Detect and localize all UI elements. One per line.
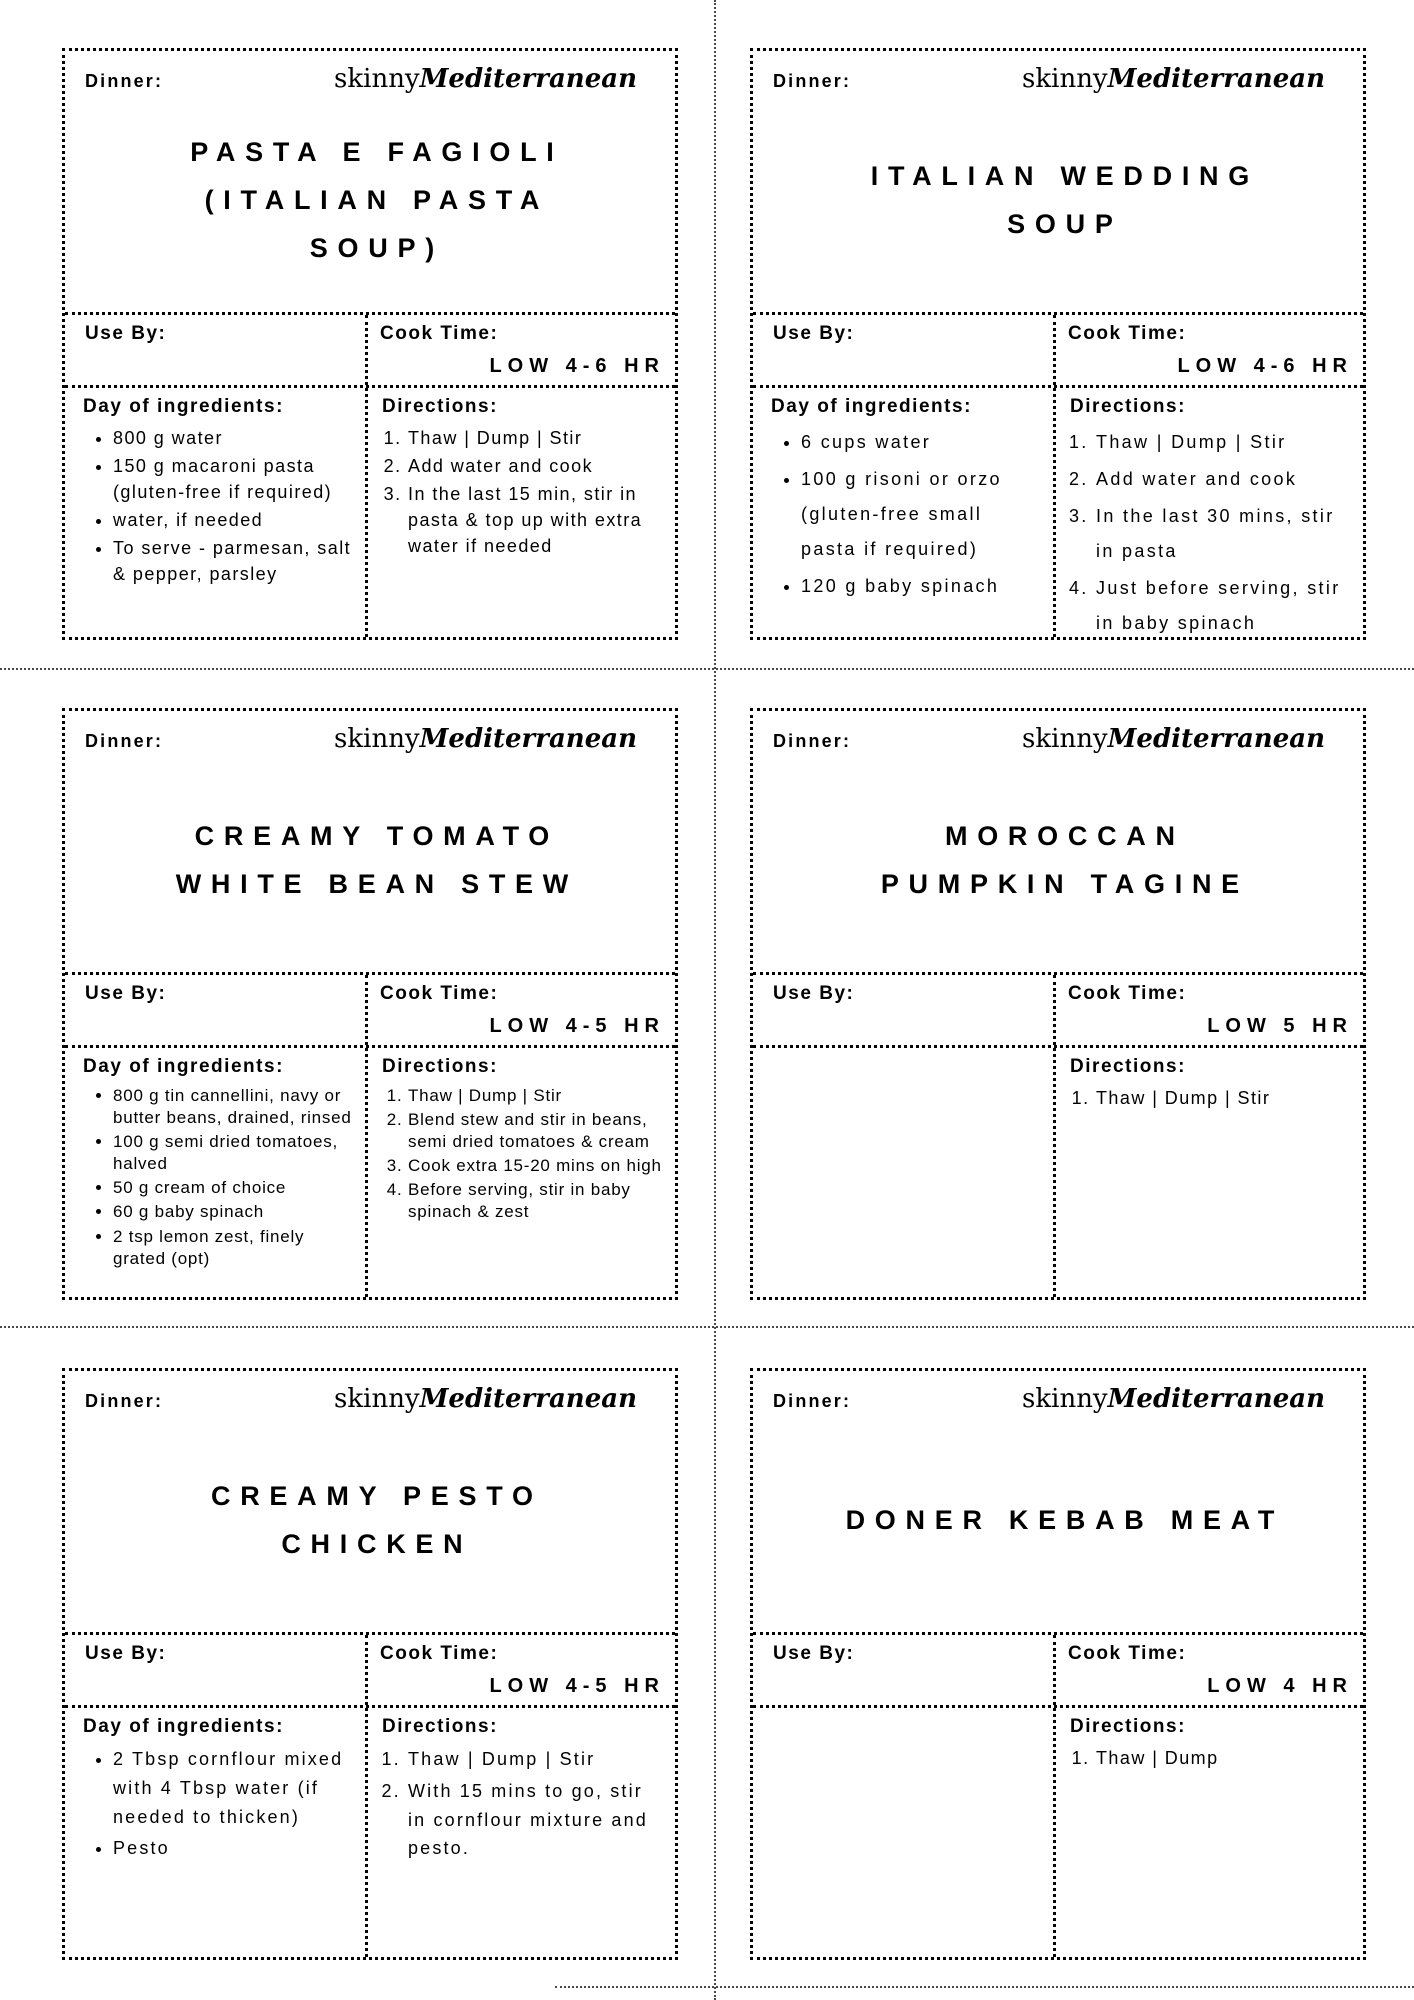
directions-cell — [368, 388, 675, 637]
meal-card — [750, 48, 1366, 640]
title-area — [85, 1414, 659, 1626]
direction-item: 4. Just before serving, stir in baby spinach — [1096, 571, 1353, 637]
brand-prefix: skinny — [1022, 724, 1108, 754]
cook-time-label: Cook Time: — [380, 1643, 499, 1664]
meal-card — [62, 48, 678, 640]
ingredient-item: • 2 Tbsp cornflour mixed with 4 Tbsp water (if needed to thicken) — [113, 1745, 357, 1831]
cook-time-value: LOW 5 HR — [1207, 1015, 1353, 1037]
directions-list — [1070, 1085, 1353, 1112]
ingredient-item: • 100 g risoni or orzo (gluten-free small pasta if required) — [801, 462, 1045, 567]
meal-card — [62, 708, 678, 1300]
direction-item: 3. In the last 15 min, stir in pasta & top up with extra water if needed — [408, 481, 665, 559]
recipe-title-line: CREAMY TOMATO — [194, 821, 560, 851]
direction-item: 2. With 15 mins to go, stir in cornflour mixture and pesto. — [408, 1777, 665, 1863]
direction-item: 2. Add water and cook — [408, 453, 665, 479]
use-by-label: Use By: — [85, 323, 167, 344]
title-area — [773, 1414, 1347, 1626]
ingredient-item: • 120 g baby spinach — [801, 569, 1045, 604]
recipe-title-line: CREAMY PESTO — [211, 1481, 543, 1511]
direction-item: 1. Thaw | Dump — [1096, 1745, 1353, 1772]
recipe-title-line: DONER KEBAB MEAT — [845, 1505, 1285, 1535]
cook-time-label: Cook Time: — [380, 323, 499, 344]
card-header-section — [65, 1371, 675, 1635]
card-body-section — [753, 1708, 1363, 1957]
card-header-section — [65, 51, 675, 315]
direction-item: 3. In the last 30 mins, stir in pasta — [1096, 499, 1353, 569]
direction-item: 1. Thaw | Dump | Stir — [408, 1745, 665, 1774]
recipe-title-line: CHICKEN — [281, 1529, 473, 1559]
brand-logo — [334, 724, 637, 754]
card-header-section — [753, 51, 1363, 315]
meal-card — [750, 708, 1366, 1300]
directions-heading: Directions: — [1070, 1716, 1186, 1737]
ingredients-list — [83, 1745, 357, 1863]
ingredients-heading: Day of ingredients: — [83, 1056, 284, 1077]
brand-logo — [334, 1384, 637, 1414]
use-by-cook-time-row — [65, 1635, 675, 1708]
use-by-field — [65, 315, 368, 385]
direction-item: 1. Thaw | Dump | Stir — [1096, 425, 1353, 460]
direction-item: 3. Cook extra 15-20 mins on high — [408, 1155, 665, 1177]
meal-card — [750, 1368, 1366, 1960]
brand-suffix: Mediterranean — [1107, 724, 1325, 754]
card-header-section — [753, 1371, 1363, 1635]
meal-type-label: Dinner: — [85, 731, 164, 751]
cook-time-value: LOW 4-6 HR — [1177, 355, 1353, 377]
card-header — [85, 1384, 659, 1414]
directions-cell — [1056, 1708, 1363, 1957]
recipe-title-line: SOUP — [1007, 209, 1123, 239]
title-area — [85, 754, 659, 966]
use-by-field — [753, 1635, 1056, 1705]
directions-list — [382, 1085, 665, 1224]
use-by-label: Use By: — [85, 1643, 167, 1664]
directions-heading: Directions: — [382, 1056, 498, 1077]
cook-time-label: Cook Time: — [1068, 983, 1187, 1004]
brand-logo — [1022, 724, 1325, 754]
directions-cell — [1056, 388, 1363, 637]
card-body-section — [65, 1708, 675, 1957]
recipe-title — [836, 1496, 1284, 1544]
use-by-label: Use By: — [773, 323, 855, 344]
brand-suffix: Mediterranean — [419, 1384, 637, 1414]
ingredients-cell — [753, 388, 1056, 637]
ingredient-item: • Pesto — [113, 1834, 357, 1863]
brand-prefix: skinny — [1022, 1384, 1108, 1414]
cook-time-field — [1056, 315, 1363, 385]
meal-card — [62, 1368, 678, 1960]
directions-heading: Directions: — [382, 396, 498, 417]
cook-time-value: LOW 4-5 HR — [489, 1015, 665, 1037]
ingredients-heading: Day of ingredients: — [83, 1716, 284, 1737]
use-by-cook-time-row — [65, 315, 675, 388]
brand-logo — [1022, 1384, 1325, 1414]
ingredients-heading: Day of ingredients: — [771, 396, 972, 417]
title-area — [773, 94, 1347, 306]
cook-time-field — [368, 315, 675, 385]
ingredient-item: • 6 cups water — [801, 425, 1045, 460]
use-by-field — [753, 975, 1056, 1045]
use-by-cook-time-row — [65, 975, 675, 1048]
directions-list — [382, 1745, 665, 1863]
brand-logo — [1022, 64, 1325, 94]
card-header — [773, 1384, 1347, 1414]
use-by-cook-time-row — [753, 315, 1363, 388]
brand-suffix: Mediterranean — [419, 64, 637, 94]
direction-item: 2. Blend stew and stir in beans, semi dried tomatoes & cream — [408, 1109, 665, 1153]
ingredient-item: • To serve - parmesan, salt & pepper, parsley — [113, 535, 357, 587]
directions-heading: Directions: — [1070, 1056, 1186, 1077]
ingredient-item: • 800 g water — [113, 425, 357, 451]
recipe-title-line: MOROCCAN — [944, 821, 1185, 851]
cook-time-field — [1056, 1635, 1363, 1705]
use-by-field — [753, 315, 1056, 385]
direction-item: 1. Thaw | Dump | Stir — [408, 425, 665, 451]
use-by-cook-time-row — [753, 975, 1363, 1048]
directions-list — [1070, 425, 1353, 637]
ingredient-item: • 100 g semi dried tomatoes, halved — [113, 1131, 357, 1175]
recipe-title-line: PUMPKIN TAGINE — [880, 869, 1249, 899]
recipe-title-line: WHITE BEAN STEW — [175, 869, 578, 899]
cook-time-field — [368, 1635, 675, 1705]
directions-cell — [368, 1048, 675, 1297]
brand-prefix: skinny — [334, 1384, 420, 1414]
ingredient-item: • 60 g baby spinach — [113, 1201, 357, 1223]
cook-time-label: Cook Time: — [1068, 1643, 1187, 1664]
ingredient-item: • 2 tsp lemon zest, finely grated (opt) — [113, 1226, 357, 1270]
brand-suffix: Mediterranean — [1107, 64, 1325, 94]
meal-type-label: Dinner: — [773, 1391, 852, 1411]
brand-suffix: Mediterranean — [1107, 1384, 1325, 1414]
card-header — [773, 64, 1347, 94]
ingredients-list — [83, 1085, 357, 1270]
card-header-section — [753, 711, 1363, 975]
title-area — [773, 754, 1347, 966]
card-header-section — [65, 711, 675, 975]
ingredient-item: • water, if needed — [113, 507, 357, 533]
recipe-title — [166, 812, 578, 908]
ingredients-cell — [753, 1048, 1056, 1297]
recipe-title-line: (ITALIAN PASTA — [204, 185, 550, 215]
recipe-title-line: ITALIAN WEDDING — [870, 161, 1259, 191]
direction-item: 4. Before serving, stir in baby spinach & zest — [408, 1179, 665, 1223]
meal-type-label: Dinner: — [773, 731, 852, 751]
brand-suffix: Mediterranean — [419, 724, 637, 754]
use-by-cook-time-row — [753, 1635, 1363, 1708]
meal-type-label: Dinner: — [85, 1391, 164, 1411]
direction-item: 1. Thaw | Dump | Stir — [408, 1085, 665, 1107]
cut-line-horizontal-partial — [555, 1986, 1414, 1988]
cook-time-value: LOW 4-6 HR — [489, 355, 665, 377]
meal-type-label: Dinner: — [773, 71, 852, 91]
recipe-title — [180, 128, 563, 272]
ingredients-cell — [753, 1708, 1056, 1957]
recipe-title-line: SOUP) — [309, 233, 444, 263]
cook-time-value: LOW 4 HR — [1207, 1675, 1353, 1697]
use-by-field — [65, 1635, 368, 1705]
recipe-title — [861, 152, 1259, 248]
cook-time-label: Cook Time: — [1068, 323, 1187, 344]
cook-time-field — [1056, 975, 1363, 1045]
meal-type-label: Dinner: — [85, 71, 164, 91]
directions-heading: Directions: — [382, 1716, 498, 1737]
ingredients-list — [771, 425, 1045, 604]
ingredients-cell — [65, 388, 368, 637]
brand-prefix: skinny — [334, 64, 420, 94]
direction-item: 1. Thaw | Dump | Stir — [1096, 1085, 1353, 1112]
cook-time-label: Cook Time: — [380, 983, 499, 1004]
card-header — [85, 724, 659, 754]
use-by-label: Use By: — [85, 983, 167, 1004]
directions-list — [382, 425, 665, 559]
title-area — [85, 94, 659, 306]
use-by-field — [65, 975, 368, 1045]
directions-list — [1070, 1745, 1353, 1772]
card-body-section — [753, 1048, 1363, 1297]
brand-prefix: skinny — [1022, 64, 1108, 94]
card-body-section — [65, 1048, 675, 1297]
directions-cell — [1056, 1048, 1363, 1297]
ingredient-item: • 150 g macaroni pasta (gluten-free if required) — [113, 453, 357, 505]
directions-cell — [368, 1708, 675, 1957]
direction-item: 2. Add water and cook — [1096, 462, 1353, 497]
ingredient-item: • 50 g cream of choice — [113, 1177, 357, 1199]
ingredient-item: • 800 g tin cannellini, navy or butter beans, drained, rinsed — [113, 1085, 357, 1129]
card-header — [773, 724, 1347, 754]
ingredients-cell — [65, 1708, 368, 1957]
recipe-title — [201, 1472, 542, 1568]
ingredients-heading: Day of ingredients: — [83, 396, 284, 417]
use-by-label: Use By: — [773, 1643, 855, 1664]
recipe-title-line: PASTA E FAGIOLI — [190, 137, 564, 167]
brand-logo — [334, 64, 637, 94]
cook-time-field — [368, 975, 675, 1045]
card-header — [85, 64, 659, 94]
ingredients-cell — [65, 1048, 368, 1297]
card-body-section — [65, 388, 675, 637]
directions-heading: Directions: — [1070, 396, 1186, 417]
brand-prefix: skinny — [334, 724, 420, 754]
use-by-label: Use By: — [773, 983, 855, 1004]
recipe-title — [871, 812, 1249, 908]
ingredients-list — [83, 425, 357, 588]
card-body-section — [753, 388, 1363, 637]
cook-time-value: LOW 4-5 HR — [489, 1675, 665, 1697]
card-grid — [62, 48, 1366, 1960]
